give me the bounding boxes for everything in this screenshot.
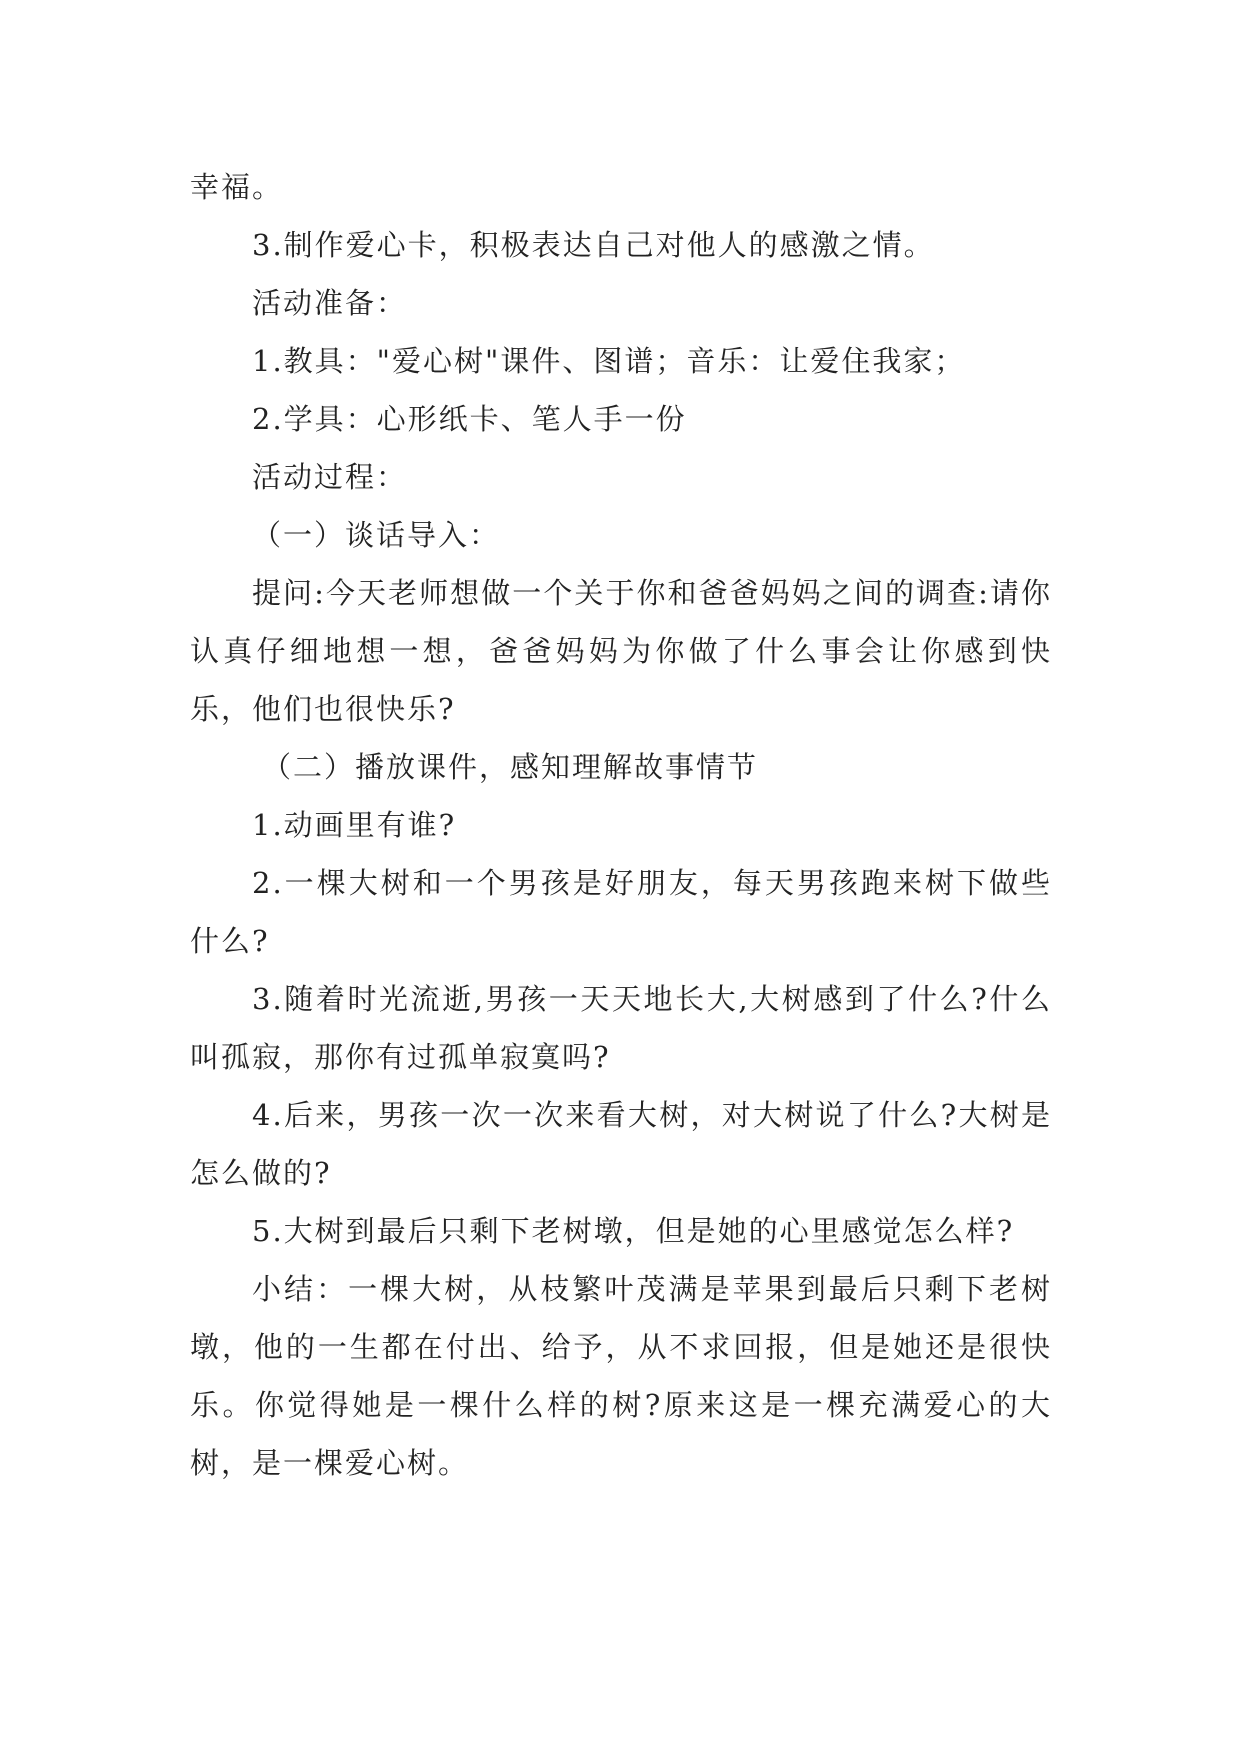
- paragraph-continuation: 幸福。: [190, 170, 284, 204]
- paragraph-question-2: 2.一棵大树和一个男孩是好朋友，每天男孩跑来树下做些什么?: [190, 866, 1052, 958]
- paragraph-process-heading: 活动过程：: [252, 460, 408, 494]
- paragraph-preparation-2: 2.学具：心形纸卡、笔人手一份: [252, 402, 687, 436]
- paragraph-summary: 小结：一棵大树，从枝繁叶茂满是苹果到最后只剩下老树墩，他的一生都在付出、给予，从不求回报，但是她还是很快乐。你觉得她是一棵什么样的树?原来这是一棵充满爱心的大树，是一棵爱心树。: [190, 1272, 1052, 1480]
- paragraph-section-1-heading: （一）谈话导入：: [252, 518, 501, 552]
- paragraph-question-5: 5.大树到最后只剩下老树墩，但是她的心里感觉怎么样?: [252, 1214, 1015, 1248]
- paragraph-goal-3: 3.制作爱心卡，积极表达自己对他人的感激之情。: [252, 228, 935, 262]
- paragraph-preparation-1: 1.教具："爱心树"课件、图谱；音乐：让爱住我家；: [252, 344, 966, 378]
- paragraph-preparation-heading: 活动准备：: [252, 286, 408, 320]
- paragraph-question-1: 1.动画里有谁?: [252, 808, 457, 842]
- document-body: [190, 158, 1052, 1492]
- paragraph-question-4: 4.后来，男孩一次一次来看大树，对大树说了什么?大树是怎么做的?: [190, 1098, 1052, 1190]
- paragraph-question-intro: 提问:今天老师想做一个关于你和爸爸妈妈之间的调查:请你认真仔细地想一想，爸爸妈妈为你做了什么事会让你感到快乐，他们也很快乐?: [190, 576, 1052, 726]
- paragraph-section-2-heading: （二）播放课件，感知理解故事情节: [262, 750, 759, 784]
- paragraph-question-3: 3.随着时光流逝,男孩一天天地长大,大树感到了什么?什么叫孤寂，那你有过孤单寂寞吗?: [190, 982, 1052, 1074]
